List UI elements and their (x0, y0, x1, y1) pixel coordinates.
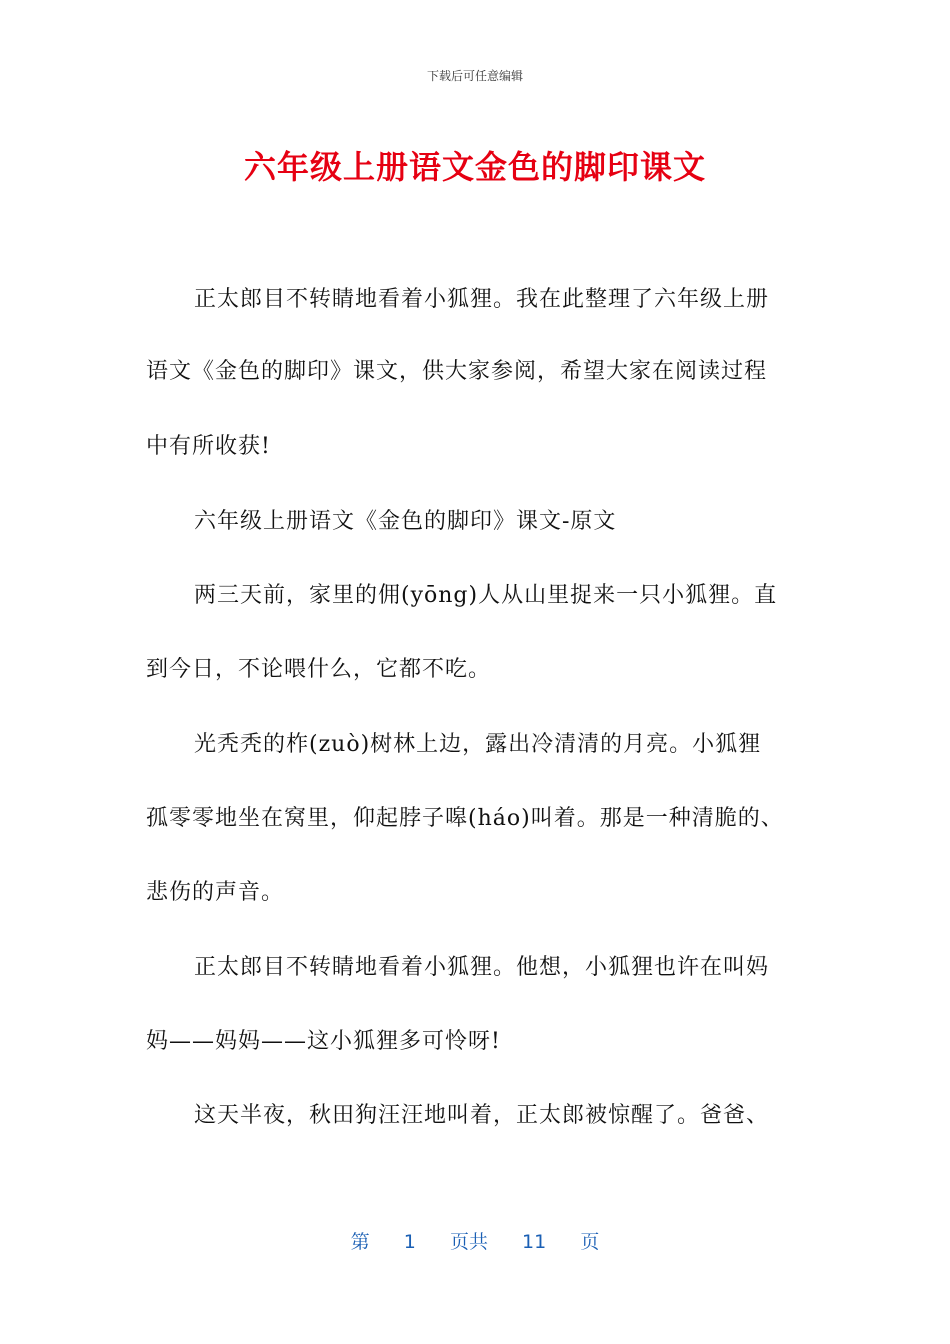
header-note: 下载后可任意编辑 (426, 69, 523, 83)
page-prefix: 第 (350, 1231, 370, 1253)
page-total: 11 (522, 1231, 547, 1253)
paragraph-line: 到今日，不论喂什么，它都不吃。 (146, 657, 492, 682)
document-title: 六年级上册语文金色的脚印课文 (243, 148, 706, 186)
paragraph-line: 妈——妈妈——这小狐狸多可怜呀! (146, 1029, 501, 1054)
page-footer (0, 1227, 950, 1254)
paragraph-line: 六年级上册语文《金色的脚印》课文-原文 (194, 509, 617, 534)
paragraph-line: 正太郎目不转睛地看着小狐狸。他想，小狐狸也许在叫妈 (194, 955, 770, 980)
paragraph-line: 光秃秃的柞(zuò)树林上边，露出冷清清的月亮。小狐狸 (194, 732, 762, 757)
page-mid: 页共 (449, 1231, 488, 1253)
paragraph-line: 两三天前，家里的佣(yōng)人从山里捉来一只小狐狸。直 (194, 583, 778, 608)
paragraph-line: 语文《金色的脚印》课文，供大家参阅，希望大家在阅读过程 (146, 359, 768, 384)
page-number: 1 (403, 1231, 416, 1253)
paragraph-line: 中有所收获! (146, 434, 271, 459)
paragraph-line: 正太郎目不转睛地看着小狐狸。我在此整理了六年级上册 (194, 287, 770, 312)
paragraph-line: 孤零零地坐在窝里，仰起脖子嗥(háo)叫着。那是一种清脆的、 (146, 806, 784, 831)
paragraph-line: 悲伤的声音。 (146, 880, 285, 905)
page-suffix: 页 (580, 1231, 600, 1253)
paragraph-line: 这天半夜，秋田狗汪汪地叫着，正太郎被惊醒了。爸爸、 (194, 1103, 770, 1128)
